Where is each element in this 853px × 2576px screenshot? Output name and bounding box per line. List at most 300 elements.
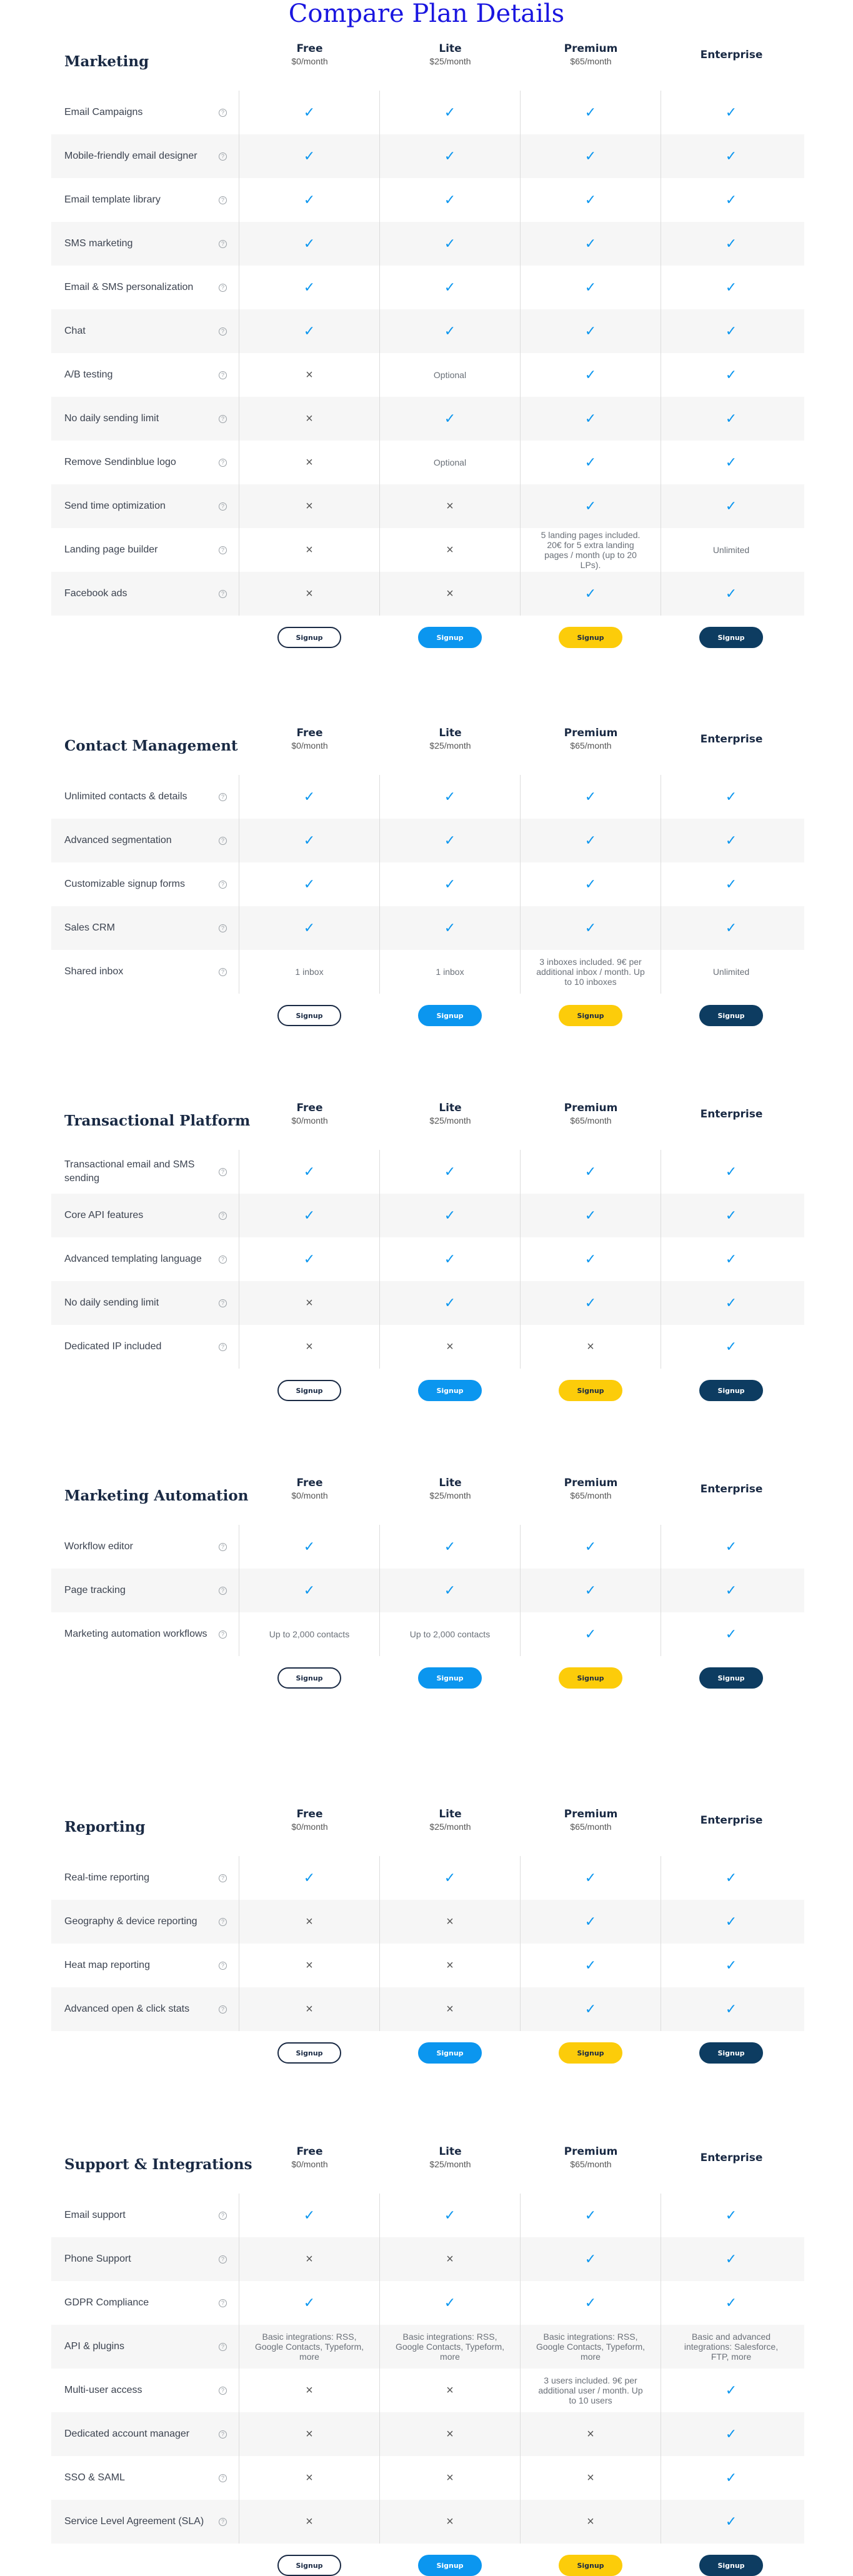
plan-cell <box>380 906 520 950</box>
plan-cell <box>239 2237 379 2281</box>
plan-cell <box>661 819 801 862</box>
plan-cell <box>661 2237 801 2281</box>
plan-name: Free <box>296 1808 323 1820</box>
signup-button-premium[interactable]: Signup <box>559 627 622 648</box>
check-icon: ✓ <box>303 1870 316 1885</box>
plan-cell <box>661 1281 801 1325</box>
table-row <box>51 572 804 616</box>
section-header <box>0 2145 853 2200</box>
plan-cell <box>239 2281 379 2325</box>
feature-label: API & plugins <box>64 2341 125 2352</box>
table-row <box>51 950 804 994</box>
info-circle-icon[interactable] <box>219 906 227 950</box>
info-circle-icon[interactable] <box>219 266 227 309</box>
feature-label: Landing page builder <box>64 544 158 555</box>
table-row <box>51 1569 804 1612</box>
signup-button-free[interactable]: Signup <box>277 1667 341 1689</box>
signup-button-lite[interactable]: Signup <box>418 1005 482 1026</box>
plan-cell <box>239 353 379 397</box>
plan-cell <box>239 1281 379 1325</box>
plan-cell <box>521 950 661 994</box>
plan-price: $25/month <box>429 56 471 66</box>
info-circle-icon[interactable] <box>219 1856 227 1900</box>
plan-price: $65/month <box>570 1822 612 1832</box>
info-circle-icon-glyph: ? <box>219 2474 227 2482</box>
plan-cell <box>661 178 801 222</box>
plan-cell <box>380 309 520 353</box>
info-circle-icon-glyph: ? <box>219 1630 227 1639</box>
plan-cell <box>380 2281 520 2325</box>
plan-price: $25/month <box>429 1822 471 1832</box>
plan-name: Enterprise <box>700 1108 763 1121</box>
info-circle-icon-glyph: ? <box>219 2255 227 2264</box>
signup-button-enterprise[interactable]: Signup <box>699 1005 763 1026</box>
plan-cell <box>380 397 520 441</box>
signup-button-enterprise[interactable]: Signup <box>699 2042 763 2064</box>
plan-cell <box>521 441 661 484</box>
plan-cell <box>661 441 801 484</box>
plan-name: Lite <box>439 1102 462 1114</box>
column-divider <box>520 1525 521 1656</box>
info-circle-icon-glyph: ? <box>219 1256 227 1264</box>
info-circle-icon[interactable] <box>219 134 227 178</box>
plan-cell <box>521 1900 661 1944</box>
info-circle-icon-glyph: ? <box>219 2005 227 2014</box>
plan-header-enterprise <box>661 1476 802 1496</box>
plan-cell <box>380 134 520 178</box>
check-icon: ✓ <box>444 1539 456 1554</box>
info-circle-icon[interactable] <box>219 1150 227 1194</box>
info-circle-icon-glyph: ? <box>219 1918 227 1926</box>
feature-label: Multi-user access <box>64 2385 142 2395</box>
check-icon: ✓ <box>444 192 456 207</box>
check-icon: ✓ <box>444 1870 456 1885</box>
table-row <box>51 906 804 950</box>
info-circle-icon[interactable] <box>219 2237 227 2281</box>
plan-cell <box>521 266 661 309</box>
column-divider <box>520 91 521 616</box>
cross-icon: × <box>306 2470 313 2485</box>
plan-name: Lite <box>439 2145 462 2158</box>
plan-cell <box>380 1612 520 1656</box>
signup-button-lite[interactable]: Signup <box>418 2555 482 2576</box>
check-icon: ✓ <box>584 1251 597 1267</box>
check-icon: ✓ <box>584 454 597 470</box>
plan-cell <box>239 775 379 819</box>
feature-label: Remove Sendinblue logo <box>64 457 176 467</box>
feature-rows <box>51 1150 804 1369</box>
plan-cell <box>239 1569 379 1612</box>
check-icon: ✓ <box>725 2001 737 2017</box>
plan-header-lite <box>380 1476 521 1501</box>
info-circle-icon-glyph: ? <box>219 2387 227 2395</box>
plan-cell <box>380 91 520 134</box>
signup-button-free[interactable]: Signup <box>277 2042 341 2064</box>
cross-icon: × <box>446 2383 454 2397</box>
plan-cell <box>239 819 379 862</box>
info-circle-icon[interactable] <box>219 775 227 819</box>
check-icon: ✓ <box>584 236 597 251</box>
plan-cell <box>239 2456 379 2500</box>
info-circle-icon[interactable] <box>219 1900 227 1944</box>
signup-button-lite[interactable]: Signup <box>418 1667 482 1689</box>
plan-cell <box>239 484 379 528</box>
info-circle-icon-glyph: ? <box>219 2212 227 2220</box>
info-circle-icon-glyph: ? <box>219 1587 227 1595</box>
info-circle-icon[interactable] <box>219 91 227 134</box>
info-circle-icon[interactable] <box>219 862 227 906</box>
plan-cell <box>521 2412 661 2456</box>
page-title: Compare Plan Details <box>288 0 565 28</box>
check-icon: ✓ <box>584 104 597 120</box>
check-icon: ✓ <box>584 920 597 936</box>
plan-cell <box>380 1150 520 1194</box>
info-circle-icon[interactable] <box>219 1194 227 1237</box>
check-icon: ✓ <box>725 2470 737 2485</box>
cross-icon: × <box>306 542 313 557</box>
check-icon: ✓ <box>725 2514 737 2529</box>
check-icon: ✓ <box>584 1164 597 1179</box>
plan-cell <box>521 2325 661 2369</box>
feature-label: Phone Support <box>64 2254 131 2264</box>
info-circle-icon-glyph: ? <box>219 2343 227 2351</box>
cell-text: Optional <box>433 457 467 467</box>
section-header <box>0 1102 853 1156</box>
table-row <box>51 775 804 819</box>
info-circle-icon[interactable] <box>219 1612 227 1656</box>
info-circle-icon[interactable] <box>219 2412 227 2456</box>
cell-text: Basic integrations: RSS, Google Contacts, Typeform, more <box>395 2332 505 2362</box>
info-circle-icon-glyph: ? <box>219 2430 227 2439</box>
info-circle-icon[interactable] <box>219 2281 227 2325</box>
check-icon: ✓ <box>725 1870 737 1885</box>
info-circle-icon[interactable] <box>219 572 227 616</box>
table-row <box>51 1281 804 1325</box>
signup-button-enterprise[interactable]: Signup <box>699 1667 763 1689</box>
check-icon: ✓ <box>725 411 737 426</box>
check-icon: ✓ <box>725 454 737 470</box>
check-icon: ✓ <box>584 586 597 601</box>
info-circle-icon-glyph: ? <box>219 240 227 248</box>
info-circle-icon-glyph: ? <box>219 284 227 292</box>
signup-button-free[interactable]: Signup <box>277 1005 341 1026</box>
cross-icon: × <box>306 1914 313 1929</box>
check-icon: ✓ <box>303 1164 316 1179</box>
info-circle-icon[interactable] <box>219 1944 227 1987</box>
feature-label: Advanced templating language <box>64 1254 202 1264</box>
cross-icon: × <box>306 2514 313 2529</box>
info-circle-icon[interactable] <box>219 950 227 994</box>
section-title: Contact Management <box>64 737 238 754</box>
plan-price: $25/month <box>429 741 471 751</box>
plan-cell <box>661 2456 801 2500</box>
plan-cell <box>521 2456 661 2500</box>
plan-name: Premium <box>564 1808 618 1820</box>
check-icon: ✓ <box>584 832 597 848</box>
signup-button-premium[interactable]: Signup <box>559 1005 622 1026</box>
feature-label: Unlimited contacts & details <box>64 791 187 802</box>
plan-header-enterprise <box>661 42 802 62</box>
plan-price: $65/month <box>570 741 612 751</box>
info-circle-icon[interactable] <box>219 819 227 862</box>
plan-cell <box>521 775 661 819</box>
check-icon: ✓ <box>303 2207 316 2223</box>
check-icon: ✓ <box>584 2001 597 2017</box>
check-icon: ✓ <box>444 279 456 295</box>
info-circle-icon-glyph: ? <box>219 2518 227 2526</box>
plan-cell <box>521 353 661 397</box>
feature-label: Dedicated IP included <box>64 1341 162 1352</box>
plan-cell <box>239 1194 379 1237</box>
plan-cell <box>239 397 379 441</box>
table-row <box>51 1612 804 1656</box>
info-circle-icon[interactable] <box>219 2456 227 2500</box>
table-row <box>51 134 804 178</box>
info-circle-icon-glyph: ? <box>219 837 227 845</box>
info-circle-icon[interactable] <box>219 1237 227 1281</box>
info-circle-icon[interactable] <box>219 178 227 222</box>
plan-cell <box>239 91 379 134</box>
check-icon: ✓ <box>725 367 737 382</box>
check-icon: ✓ <box>444 789 456 804</box>
plan-header-free <box>239 1807 380 1832</box>
feature-label: Email support <box>64 2210 126 2220</box>
plan-cell <box>239 1987 379 2031</box>
plan-cell <box>521 91 661 134</box>
plan-cell <box>661 1944 801 1987</box>
cross-icon: × <box>587 2427 594 2441</box>
plan-cell <box>661 266 801 309</box>
plan-cell <box>521 1612 661 1656</box>
cross-icon: × <box>306 455 313 469</box>
signup-button-premium[interactable]: Signup <box>559 1380 622 1401</box>
info-circle-icon[interactable] <box>219 2194 227 2237</box>
info-circle-icon-glyph: ? <box>219 152 227 161</box>
feature-label: Workflow editor <box>64 1541 133 1552</box>
info-circle-icon[interactable] <box>219 528 227 572</box>
check-icon: ✓ <box>725 1207 737 1223</box>
cell-text: Basic integrations: RSS, Google Contacts, Typeform, more <box>254 2332 364 2362</box>
plan-header-enterprise <box>661 2145 802 2165</box>
check-icon: ✓ <box>725 148 737 164</box>
plan-cell <box>661 309 801 353</box>
cross-icon: × <box>446 2002 454 2016</box>
check-icon: ✓ <box>725 1164 737 1179</box>
signup-button-enterprise[interactable]: Signup <box>699 1380 763 1401</box>
signup-button-free[interactable]: Signup <box>277 2555 341 2576</box>
info-circle-icon-glyph: ? <box>219 590 227 598</box>
feature-rows <box>51 1856 804 2031</box>
check-icon: ✓ <box>303 789 316 804</box>
check-icon: ✓ <box>444 411 456 426</box>
plan-header-free <box>239 1101 380 1126</box>
feature-label: A/B testing <box>64 369 113 380</box>
plan-cell <box>380 441 520 484</box>
feature-label: Heat map reporting <box>64 1960 150 1970</box>
column-divider <box>379 1525 380 1656</box>
check-icon: ✓ <box>303 1207 316 1223</box>
feature-label: Customizable signup forms <box>64 879 185 889</box>
check-icon: ✓ <box>584 2251 597 2267</box>
plan-name: Free <box>296 42 323 55</box>
info-circle-icon-glyph: ? <box>219 1343 227 1351</box>
check-icon: ✓ <box>584 1957 597 1973</box>
cross-icon: × <box>306 1958 313 1972</box>
plan-cell <box>521 819 661 862</box>
signup-button-lite[interactable]: Signup <box>418 2042 482 2064</box>
plan-cell <box>521 1281 661 1325</box>
plan-cell <box>380 775 520 819</box>
signup-button-premium[interactable]: Signup <box>559 1667 622 1689</box>
plan-price: $65/month <box>570 1490 612 1500</box>
feature-rows <box>51 2194 804 2544</box>
table-row <box>51 528 804 572</box>
feature-label: Email template library <box>64 194 161 205</box>
cell-text: Basic and advanced integrations: Salesforce, FTP, more <box>684 2332 779 2362</box>
check-icon: ✓ <box>303 1251 316 1267</box>
plan-cell <box>239 950 379 994</box>
info-circle-icon[interactable] <box>219 222 227 266</box>
feature-label: Page tracking <box>64 1585 126 1595</box>
cell-text: 3 inboxes included. 9€ per additional inbox / month. Up to 10 inboxes <box>536 957 645 987</box>
plan-name: Enterprise <box>700 733 763 746</box>
signup-button-free[interactable]: Signup <box>277 627 341 648</box>
cross-icon: × <box>446 2252 454 2266</box>
check-icon: ✓ <box>725 1582 737 1598</box>
info-circle-icon[interactable] <box>219 1325 227 1369</box>
plan-price: $0/month <box>291 741 328 751</box>
plan-cell <box>380 1194 520 1237</box>
plan-cell <box>661 134 801 178</box>
info-circle-icon-glyph: ? <box>219 1962 227 1970</box>
column-divider <box>379 1150 380 1369</box>
info-circle-icon[interactable] <box>219 484 227 528</box>
info-circle-icon-glyph: ? <box>219 109 227 117</box>
info-circle-icon-glyph: ? <box>219 1543 227 1551</box>
plan-cell <box>239 528 379 572</box>
plan-header-premium <box>521 2145 661 2170</box>
cross-icon: × <box>306 2002 313 2016</box>
plan-cell <box>380 1281 520 1325</box>
info-circle-icon-glyph: ? <box>219 924 227 932</box>
info-circle-icon[interactable] <box>219 1569 227 1612</box>
plan-name: Enterprise <box>700 1814 763 1827</box>
check-icon: ✓ <box>444 148 456 164</box>
table-row <box>51 441 804 484</box>
cross-icon: × <box>587 1339 594 1354</box>
cross-icon: × <box>306 411 313 426</box>
plan-cell <box>380 528 520 572</box>
plan-price: $0/month <box>291 2159 328 2169</box>
check-icon: ✓ <box>444 2207 456 2223</box>
table-row <box>51 222 804 266</box>
plan-cell <box>380 266 520 309</box>
signup-button-premium[interactable]: Signup <box>559 2555 622 2576</box>
table-row <box>51 1325 804 1369</box>
plan-name: Free <box>296 1477 323 1489</box>
signup-button-premium[interactable]: Signup <box>559 2042 622 2064</box>
check-icon: ✓ <box>584 876 597 892</box>
plan-cell <box>661 1900 801 1944</box>
info-circle-icon-glyph: ? <box>219 327 227 336</box>
cross-icon: × <box>306 367 313 382</box>
section-title: Marketing <box>64 53 149 70</box>
feature-label: Shared inbox <box>64 966 124 977</box>
plan-cell <box>380 1525 520 1569</box>
check-icon: ✓ <box>725 1626 737 1642</box>
column-divider <box>379 775 380 994</box>
plan-cell <box>521 2369 661 2412</box>
plan-cell <box>380 1987 520 2031</box>
table-row <box>51 2412 804 2456</box>
check-icon: ✓ <box>444 1207 456 1223</box>
plan-name: Premium <box>564 2145 618 2158</box>
plan-cell <box>661 1987 801 2031</box>
plan-cell <box>521 1325 661 1369</box>
plan-name: Free <box>296 727 323 739</box>
feature-label: Core API features <box>64 1210 144 1221</box>
feature-label: Geography & device reporting <box>64 1916 197 1927</box>
info-circle-icon[interactable] <box>219 2325 227 2369</box>
info-circle-icon[interactable] <box>219 397 227 441</box>
check-icon: ✓ <box>725 1914 737 1929</box>
plan-cell <box>239 2194 379 2237</box>
info-circle-icon[interactable] <box>219 309 227 353</box>
table-row <box>51 1150 804 1194</box>
check-icon: ✓ <box>303 148 316 164</box>
info-circle-icon[interactable] <box>219 2369 227 2412</box>
signup-button-lite[interactable]: Signup <box>418 1380 482 1401</box>
signup-button-enterprise[interactable]: Signup <box>699 627 763 648</box>
plan-header-enterprise <box>661 1101 802 1121</box>
info-circle-icon-glyph: ? <box>219 1299 227 1307</box>
plan-cell <box>239 572 379 616</box>
feature-label: Send time optimization <box>64 501 166 511</box>
cell-text: Up to 2,000 contacts <box>269 1629 350 1639</box>
plan-cell <box>521 2281 661 2325</box>
info-circle-icon[interactable] <box>219 441 227 484</box>
info-circle-icon[interactable] <box>219 1281 227 1325</box>
check-icon: ✓ <box>444 1295 456 1310</box>
plan-cell <box>380 2237 520 2281</box>
signup-button-lite[interactable]: Signup <box>418 627 482 648</box>
info-circle-icon-glyph: ? <box>219 415 227 423</box>
info-circle-icon[interactable] <box>219 1987 227 2031</box>
plan-cell <box>380 819 520 862</box>
plan-name: Lite <box>439 727 462 739</box>
info-circle-icon[interactable] <box>219 353 227 397</box>
check-icon: ✓ <box>725 2382 737 2398</box>
signup-button-free[interactable]: Signup <box>277 1380 341 1401</box>
feature-label: No daily sending limit <box>64 1297 159 1308</box>
check-icon: ✓ <box>584 367 597 382</box>
feature-label: No daily sending limit <box>64 413 159 424</box>
table-row <box>51 91 804 134</box>
plan-cell <box>521 906 661 950</box>
plan-cell <box>521 134 661 178</box>
signup-button-enterprise[interactable]: Signup <box>699 2555 763 2576</box>
plan-price: $0/month <box>291 1822 328 1832</box>
plan-cell <box>380 2369 520 2412</box>
plan-header-enterprise <box>661 726 802 746</box>
check-icon: ✓ <box>303 1582 316 1598</box>
plan-cell <box>521 1150 661 1194</box>
plan-cell <box>239 309 379 353</box>
plan-cell <box>380 353 520 397</box>
plan-price: $0/month <box>291 56 328 66</box>
feature-label: Real-time reporting <box>64 1872 150 1883</box>
info-circle-icon[interactable] <box>219 1525 227 1569</box>
